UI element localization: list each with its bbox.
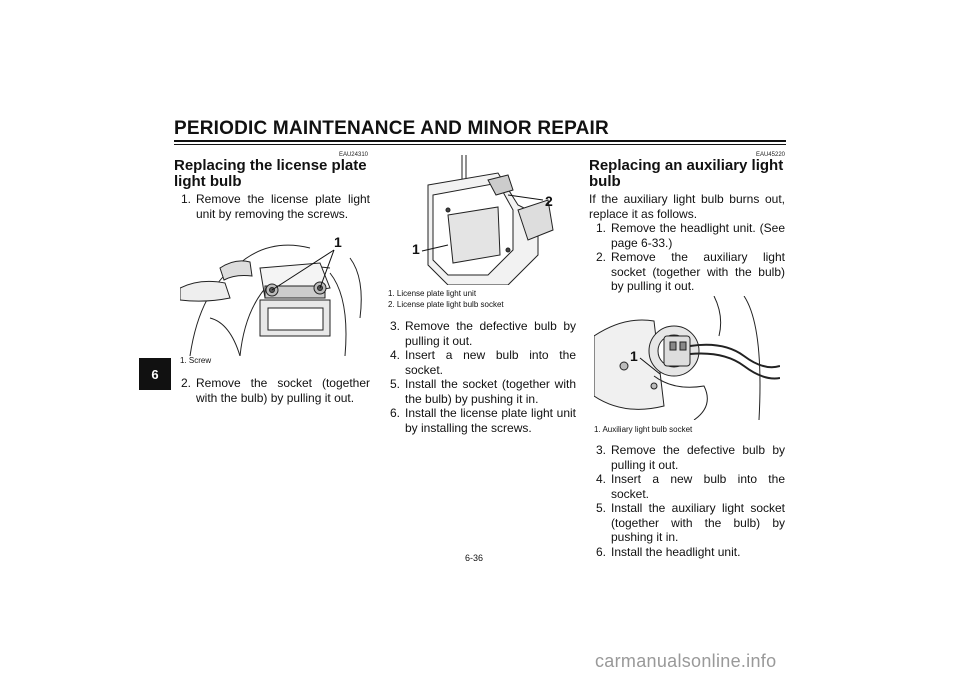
step-text: Remove the defective bulb by pulling it out.	[405, 319, 576, 348]
step-text: Remove the socket (together with the bulb) by pulling it out.	[196, 376, 370, 405]
step-number: 6.	[596, 544, 607, 559]
list-item	[589, 472, 785, 501]
step-number: 2.	[181, 376, 192, 390]
step-text: Install the license plate light unit by installing the screws.	[405, 406, 576, 435]
page-title: PERIODIC MAINTENANCE AND MINOR REPAIR	[174, 118, 609, 139]
figure-callout: 2	[545, 193, 553, 209]
steps-list	[589, 221, 785, 294]
steps-list	[589, 443, 785, 559]
step-text: Install the auxiliary light socket (together with the bulb) by pushing it in.	[611, 501, 785, 544]
step-number: 6.	[390, 406, 401, 420]
chapter-tab: 6	[139, 358, 171, 390]
list-item	[589, 250, 785, 294]
heading-line: light bulb	[174, 173, 242, 190]
list-item	[589, 443, 785, 472]
heading-line: bulb	[589, 173, 621, 190]
steps-list	[174, 376, 370, 405]
figure-auxiliary-socket	[594, 296, 780, 420]
list-item	[383, 377, 576, 406]
step-number: 5.	[596, 501, 607, 515]
steps-list	[174, 192, 370, 221]
figure-caption: 1. License plate light unit	[388, 289, 477, 298]
list-item	[383, 319, 576, 348]
watermark-link[interactable]: carmanualsonline.info	[595, 651, 777, 671]
list-item	[589, 545, 785, 560]
page-number: 6-36	[465, 553, 484, 563]
intro-text: If the auxiliary light bulb burns out, replace it as follows.	[589, 192, 785, 221]
illustration-license-plate-unit	[388, 155, 564, 285]
step-text: Remove the headlight unit. (See page 6-33.)	[611, 221, 785, 250]
section-code: EAU24310	[338, 152, 368, 158]
list-item	[589, 221, 785, 250]
section-heading	[589, 158, 789, 190]
step-text: Install the socket (together with the bulb) by pushing it in.	[405, 377, 576, 406]
steps-list	[383, 319, 576, 435]
step-text: Insert a new bulb into the socket.	[405, 348, 576, 377]
step-number: 4.	[596, 472, 607, 486]
step-number: 2.	[596, 250, 607, 264]
step-text: Install the headlight unit.	[611, 544, 741, 559]
illustration-auxiliary-socket	[594, 296, 780, 420]
section-code: EAU45220	[755, 152, 785, 158]
header-rule-thin	[174, 144, 786, 145]
step-text: Remove the license plate light unit by removing the screws.	[196, 192, 370, 221]
list-item	[383, 348, 576, 377]
heading-line: Replacing an auxiliary light	[589, 157, 784, 174]
list-item	[174, 192, 370, 221]
list-item	[174, 376, 370, 405]
figure-caption: 1. Screw	[180, 356, 212, 365]
step-text: Insert a new bulb into the socket.	[611, 472, 785, 501]
step-number: 4.	[390, 348, 401, 362]
list-item	[383, 406, 576, 435]
figure-callout: 1	[412, 241, 420, 257]
figure-license-plate-screws	[180, 228, 370, 356]
figure-caption: 2. License plate light bulb socket	[388, 300, 504, 309]
section-heading	[174, 158, 374, 190]
step-number: 1.	[596, 221, 607, 235]
step-text: Remove the auxiliary light socket (together with the bulb) by pulling it out.	[611, 250, 785, 293]
figure-caption: 1. Auxiliary light bulb socket	[594, 425, 693, 434]
step-number: 3.	[390, 319, 401, 333]
heading-line: Replacing the license plate	[174, 157, 367, 174]
step-number: 5.	[390, 377, 401, 391]
list-item	[589, 501, 785, 545]
figure-callout: 1	[334, 234, 342, 250]
step-text: Remove the defective bulb by pulling it out.	[611, 443, 785, 472]
step-number: 1.	[181, 192, 192, 206]
step-number: 3.	[596, 443, 607, 457]
header-rule	[174, 140, 786, 142]
figure-license-plate-unit	[388, 155, 564, 285]
figure-callout: 1	[630, 348, 638, 364]
